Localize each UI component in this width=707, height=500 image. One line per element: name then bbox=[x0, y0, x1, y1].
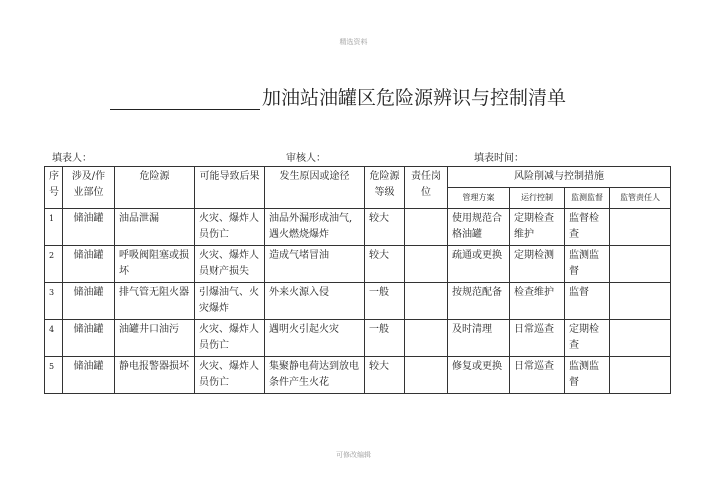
cell-operation: 定期检查维护 bbox=[510, 209, 565, 246]
cell-hazard: 呼吸阀阻塞或损坏 bbox=[115, 246, 195, 283]
cell-level: 较大 bbox=[365, 209, 405, 246]
th-post: 责任岗位 bbox=[405, 167, 448, 209]
table-row bbox=[45, 209, 671, 246]
cell-post bbox=[405, 246, 448, 283]
cell-cause: 遇明火引起火灾 bbox=[265, 320, 365, 357]
cell-no: 1 bbox=[45, 209, 63, 246]
th-seq: 序号 bbox=[45, 167, 63, 209]
th-consequence: 可能导致后果 bbox=[195, 167, 265, 209]
cell-post bbox=[405, 357, 448, 394]
table-row bbox=[45, 357, 671, 394]
cell-level: 一般 bbox=[365, 320, 405, 357]
th-plan: 管理方案 bbox=[448, 188, 510, 209]
document-title bbox=[110, 83, 566, 110]
th-level: 危险源等级 bbox=[365, 167, 405, 209]
cell-no: 2 bbox=[45, 246, 63, 283]
cell-monitor: 监督 bbox=[565, 283, 610, 320]
filler-label: 填表人： bbox=[52, 153, 92, 164]
cell-monitor: 监测监督 bbox=[565, 357, 610, 394]
cell-dept: 储油罐 bbox=[63, 320, 115, 357]
cell-consequence: 火灾、爆炸人员伤亡 bbox=[195, 320, 265, 357]
cell-person bbox=[610, 320, 671, 357]
th-monitor: 监测监督 bbox=[565, 188, 610, 209]
cell-monitor: 监督检查 bbox=[565, 209, 610, 246]
hazard-table bbox=[44, 166, 671, 394]
cell-dept: 储油罐 bbox=[63, 246, 115, 283]
cell-no: 5 bbox=[45, 357, 63, 394]
cell-dept: 储油罐 bbox=[63, 357, 115, 394]
footer-note: 可修改编辑 bbox=[336, 451, 371, 459]
cell-hazard: 静电报警器损坏 bbox=[115, 357, 195, 394]
cell-post bbox=[405, 320, 448, 357]
header-note: 精选资料 bbox=[339, 38, 368, 46]
fill-time-label: 填表时间： bbox=[474, 153, 524, 164]
th-cause: 发生原因或途径 bbox=[265, 167, 365, 209]
table-row bbox=[45, 246, 671, 283]
cell-post bbox=[405, 209, 448, 246]
cell-person bbox=[610, 357, 671, 394]
cell-hazard: 排气管无阻火器 bbox=[115, 283, 195, 320]
cell-operation: 日常巡查 bbox=[510, 320, 565, 357]
th-operation: 运行控制 bbox=[510, 188, 565, 209]
cell-person bbox=[610, 209, 671, 246]
th-measures: 风险削减与控制措施 bbox=[448, 167, 671, 188]
cell-operation: 检查维护 bbox=[510, 283, 565, 320]
cell-monitor: 定期检查 bbox=[565, 320, 610, 357]
cell-no: 4 bbox=[45, 320, 63, 357]
cell-level: 较大 bbox=[365, 246, 405, 283]
cell-plan: 疏通或更换 bbox=[448, 246, 510, 283]
cell-person bbox=[610, 283, 671, 320]
cell-level: 一般 bbox=[365, 283, 405, 320]
cell-plan: 按规范配备 bbox=[448, 283, 510, 320]
th-dept: 涉及/作业部位 bbox=[63, 167, 115, 209]
cell-cause: 集聚静电荷达到放电条件产生火花 bbox=[265, 357, 365, 394]
cell-plan: 及时清理 bbox=[448, 320, 510, 357]
cell-hazard: 油品泄漏 bbox=[115, 209, 195, 246]
cell-hazard: 油罐井口油污 bbox=[115, 320, 195, 357]
table-row bbox=[45, 283, 671, 320]
cell-plan: 修复或更换 bbox=[448, 357, 510, 394]
table-row bbox=[45, 320, 671, 357]
cell-no: 3 bbox=[45, 283, 63, 320]
cell-operation: 定期检测 bbox=[510, 246, 565, 283]
cell-consequence: 火灾、爆炸人员伤亡 bbox=[195, 209, 265, 246]
cell-dept: 储油罐 bbox=[63, 283, 115, 320]
cell-dept: 储油罐 bbox=[63, 209, 115, 246]
cell-person bbox=[610, 246, 671, 283]
title-text: 加油站油罐区危险源辨识与控制清单 bbox=[262, 87, 567, 109]
cell-cause: 造成气堵冒油 bbox=[265, 246, 365, 283]
th-monitor-person: 监管责任人 bbox=[610, 188, 671, 209]
cell-operation: 日常巡查 bbox=[510, 357, 565, 394]
cell-consequence: 火灾、爆炸人员财产损失 bbox=[195, 246, 265, 283]
cell-plan: 使用规范合格油罐 bbox=[448, 209, 510, 246]
cell-level: 较大 bbox=[365, 357, 405, 394]
table-body bbox=[45, 209, 671, 394]
cell-monitor: 监测监督 bbox=[565, 246, 610, 283]
cell-consequence: 火灾、爆炸人员伤亡 bbox=[195, 357, 265, 394]
title-blank-line bbox=[110, 91, 260, 110]
reviewer-label: 审核人： bbox=[286, 153, 326, 164]
cell-cause: 外来火源入侵 bbox=[265, 283, 365, 320]
th-hazard: 危险源 bbox=[115, 167, 195, 209]
cell-cause: 油品外漏形成油气,遇火燃烧爆炸 bbox=[265, 209, 365, 246]
cell-consequence: 引爆油气、火灾爆炸 bbox=[195, 283, 265, 320]
cell-post bbox=[405, 283, 448, 320]
header-row bbox=[45, 167, 671, 188]
